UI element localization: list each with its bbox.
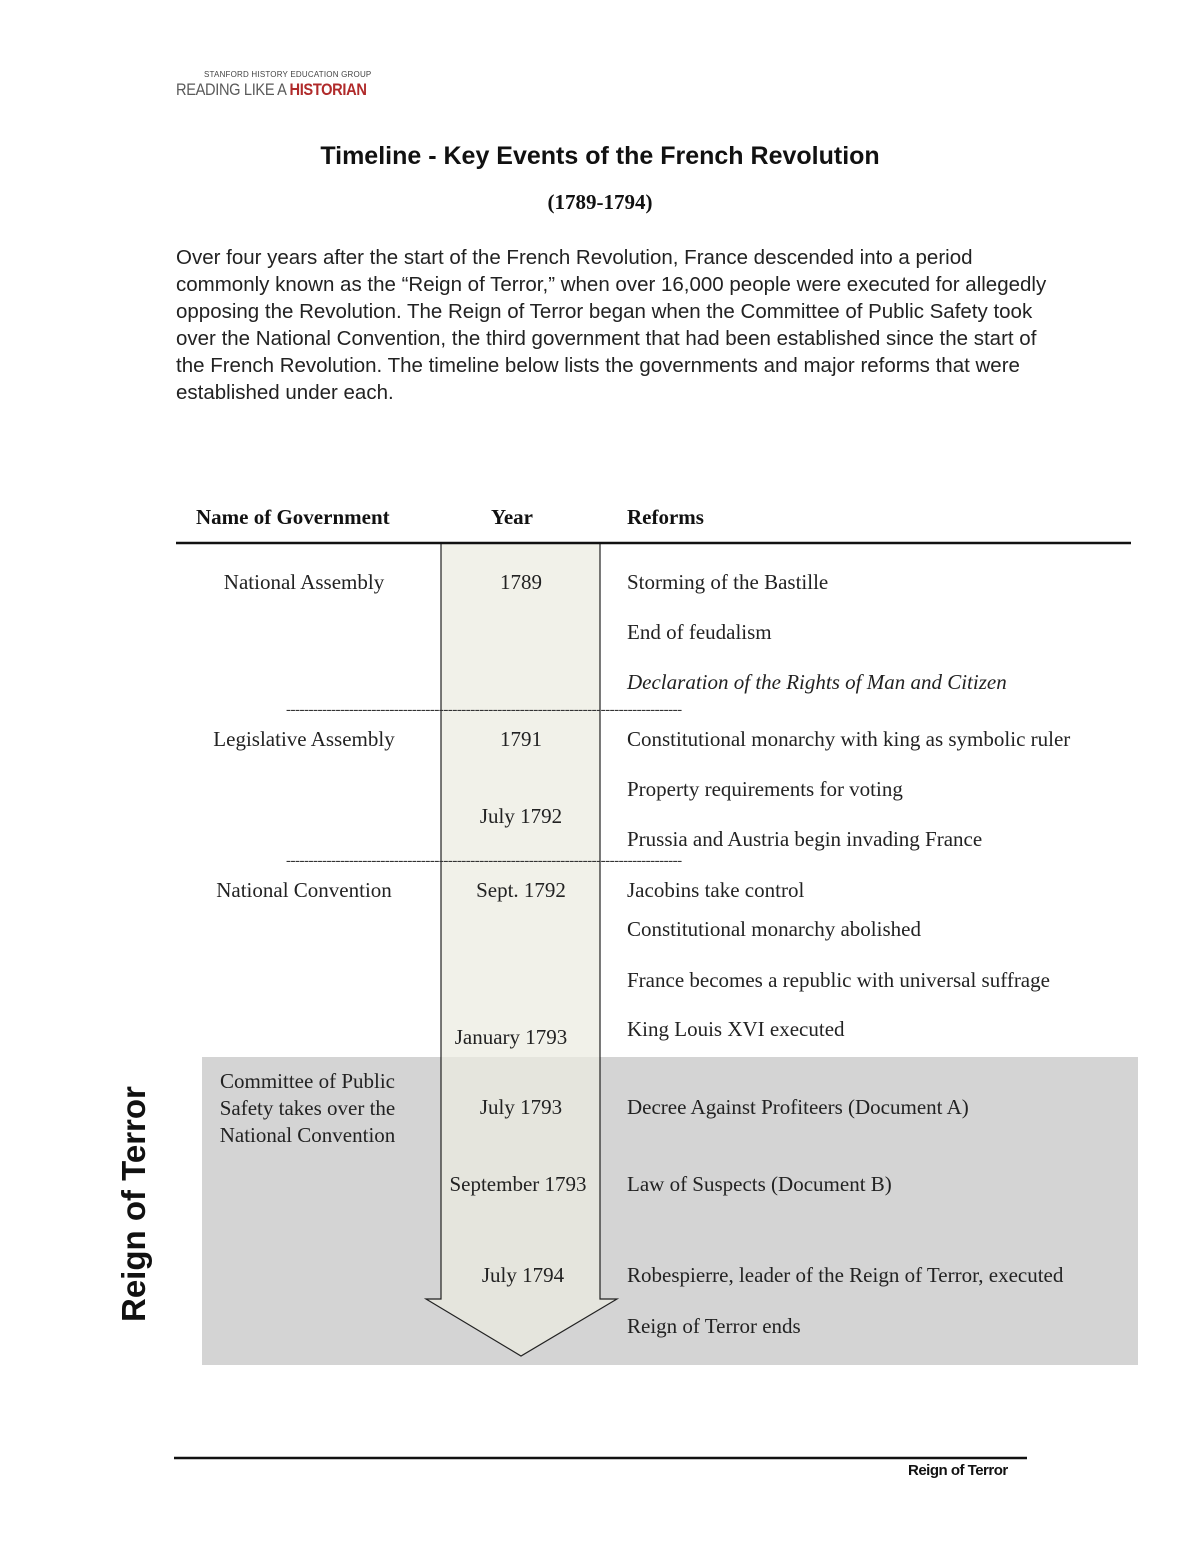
year-july-1794: July 1794 [481, 1263, 565, 1287]
reform-item: Declaration of the Rights of Man and Citizen [627, 670, 1007, 694]
year-july-1793: July 1793 [479, 1095, 563, 1119]
year-1791: 1791 [500, 727, 542, 751]
header-reforms: Reforms [627, 505, 704, 529]
reform-item: Reign of Terror ends [627, 1314, 801, 1338]
logo-subtitle: STANFORD HISTORY EDUCATION GROUP [204, 70, 372, 79]
page-title: Timeline - Key Events of the French Revolution [320, 142, 880, 170]
government-legislative-assembly: Legislative Assembly [213, 727, 395, 751]
government-national-convention: National Convention [216, 878, 392, 902]
reign-of-terror-side-label: Reign of Terror [115, 1086, 152, 1322]
reform-item: Constitutional monarchy abolished [627, 917, 921, 941]
header-year: Year [491, 505, 533, 529]
logo-text-a: READING LIKE A [176, 80, 290, 99]
page-subtitle: (1789-1794) [547, 190, 653, 214]
intro-paragraph: Over four years after the start of the French Revolution, France descended into a period commonly known as the “Reign of Terror,” when over 16,000 people were executed for allegedly opposing the Revolution. The Reign of Terror began when the Committee of Public Safety took over the National Convention, the third government that had been established since the start of the French Revolution. The timeline below lists the governments and major reforms that were established under each. [176, 246, 1047, 404]
timeline-arrow [426, 543, 617, 1356]
reform-item: Decree Against Profiteers (Document A) [627, 1095, 969, 1119]
year-sept-1792: Sept. 1792 [476, 878, 566, 902]
reform-item: End of feudalism [627, 620, 772, 644]
year-september-1793: September 1793 [449, 1172, 587, 1196]
logo-text-b: HISTORIAN [289, 80, 367, 99]
reform-item: King Louis XVI executed [627, 1017, 845, 1041]
reform-item: Law of Suspects (Document B) [627, 1172, 892, 1196]
header-government: Name of Government [196, 505, 390, 529]
reform-item: Property requirements for voting [627, 777, 903, 801]
year-july-1792: July 1792 [479, 804, 563, 828]
footer-label: Reign of Terror [908, 1462, 1008, 1479]
section-divider: ---------------------------------------------------------------------------------------- [286, 853, 682, 869]
section-divider: ---------------------------------------------------------------------------------------- [286, 702, 682, 718]
government-committee-of-public-safety: Committee of Public Safety takes over the National Convention [219, 1069, 396, 1147]
reform-item: Prussia and Austria begin invading France [627, 827, 983, 851]
reform-item: Storming of the Bastille [627, 570, 829, 594]
reform-item: Robespierre, leader of the Reign of Terror, executed [627, 1263, 1064, 1287]
year-january-1793: January 1793 [454, 1025, 568, 1049]
government-national-assembly: National Assembly [223, 570, 385, 594]
year-1789: 1789 [500, 570, 542, 594]
reform-item: France becomes a republic with universal suffrage [627, 968, 1050, 992]
reform-item: Constitutional monarchy with king as symbolic ruler [627, 727, 1071, 751]
reform-item: Jacobins take control [627, 878, 805, 902]
